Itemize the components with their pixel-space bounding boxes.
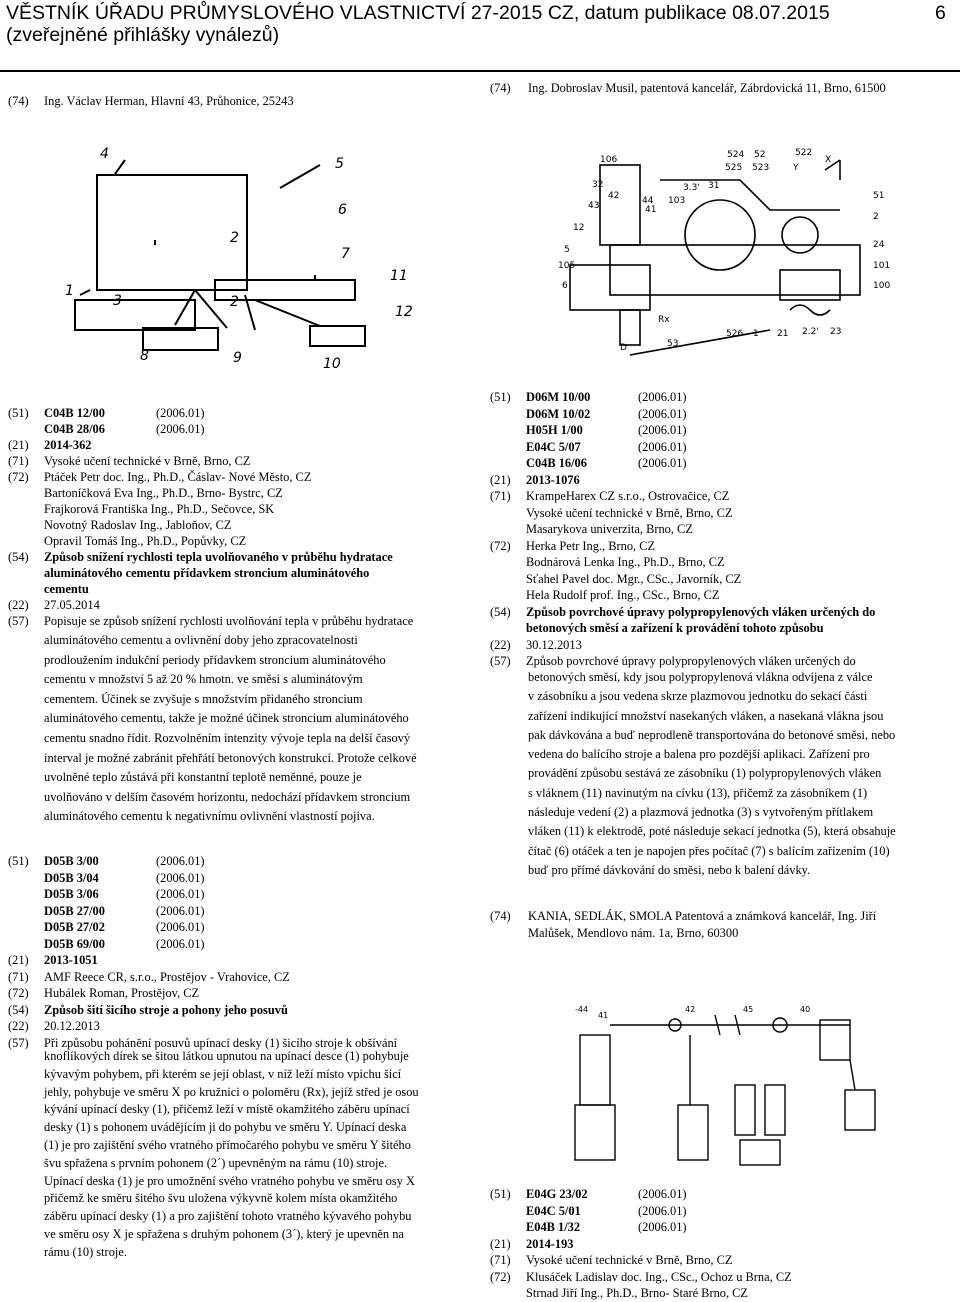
text-line: (2006.01) bbox=[156, 887, 205, 901]
text-line: Hela Rudolf prof. Ing., CSc., Brno, CZ bbox=[526, 588, 720, 602]
text-line: vedena do balícího stroje a balena pro pozdější aplikaci. Zařízení pro bbox=[528, 747, 870, 762]
text-line: Bodnárová Lenka Ing., Ph.D., Brno, CZ bbox=[526, 555, 725, 569]
text-line: Vysoké učení technické v Brně, Brno, CZ bbox=[526, 1253, 733, 1267]
text-line: Ptáček Petr doc. Ing., Ph.D., Čáslav- Nové Město, CZ bbox=[44, 470, 312, 484]
right-attorney bbox=[490, 80, 950, 96]
figure-label: 524 bbox=[727, 150, 745, 160]
text-line: 30.12.2013 bbox=[526, 637, 582, 652]
patent-entry-cement bbox=[8, 405, 468, 630]
text-line: (2006.01) bbox=[156, 903, 205, 918]
text-line: ve směru osy X je spřažena s druhým pohonem (3´), který je upevněn na bbox=[44, 1226, 404, 1241]
block-main bbox=[97, 175, 247, 290]
figure-label: 11 bbox=[390, 268, 408, 284]
text-line: D05B 3/00 bbox=[44, 854, 99, 868]
figure-label: 51 bbox=[873, 191, 885, 201]
figure-label: 100 bbox=[873, 281, 891, 291]
text-line: 2013-1076 bbox=[526, 472, 580, 487]
text-line: (2006.01) bbox=[638, 1220, 687, 1234]
figure-label: D bbox=[620, 343, 627, 353]
figure-label: 4 bbox=[100, 146, 109, 162]
text-line: Při způsobu pohánění posuvů upínací desky (1) šicího stroje k obšívání bbox=[44, 1035, 398, 1050]
header-rule bbox=[0, 70, 960, 72]
inid-code: (74) bbox=[490, 81, 511, 95]
inid-code: (72) bbox=[490, 1269, 511, 1284]
text-line: desky (1) s pohonem uvádějícím ji do pohybu ve směru Y. Upínací deska bbox=[44, 1120, 407, 1135]
text-line: H05H 1/00 bbox=[526, 423, 583, 437]
inid-code: (72) bbox=[8, 470, 29, 484]
text-line: D05B 27/00 bbox=[44, 903, 105, 918]
text-line: D06M 10/00 bbox=[526, 390, 591, 404]
inid-code: (72) bbox=[8, 986, 29, 1000]
figure-label: X bbox=[825, 155, 832, 165]
text-line: Novotný Radoslav Ing., Jabloňov, CZ bbox=[44, 518, 232, 532]
text-line: čítač (6) otáček a ten je napojen přes počítač (7) s balícím zařízením (10) bbox=[528, 843, 890, 858]
inid-code: (21) bbox=[490, 472, 511, 487]
figure-label: 52 bbox=[754, 150, 766, 160]
figure-label: 3.3' bbox=[683, 183, 700, 193]
text-line: 27.05.2014 bbox=[44, 598, 100, 612]
text-line: (1) je pro zajištění svého vratného přímočarého pohybu ve směru Y šitého bbox=[44, 1137, 411, 1152]
text-line: pak dávkována a buď neprodleně transportována do betonové směsi, nebo bbox=[528, 727, 896, 742]
text-line: C04B 28/06 bbox=[44, 422, 105, 436]
text-line: Malůšek, Mendlovo nám. 1a, Brno, 60300 bbox=[528, 926, 739, 940]
left-attorney bbox=[8, 93, 468, 109]
text-line: následuje vedení (2) a plazmová jednotka (3) s vytvořeným přítlakem bbox=[528, 805, 874, 820]
inid-code: (21) bbox=[490, 1236, 511, 1251]
inid-code: (22) bbox=[8, 598, 29, 612]
bulletin-header bbox=[6, 2, 830, 46]
page-number: 6 bbox=[935, 2, 946, 24]
inid-code: (51) bbox=[490, 390, 511, 404]
text-line: Bartoníčková Eva Ing., Ph.D., Brno- Bystrc, CZ bbox=[44, 486, 283, 500]
text-line: (2006.01) bbox=[156, 422, 205, 436]
text-line: E04C 5/07 bbox=[526, 439, 581, 454]
patent-entry-vut bbox=[490, 1186, 950, 1302]
text-line: v zásobníku a jsou vedena skrze plazmovou jednotku do sekací části bbox=[528, 689, 868, 704]
text-line: uvolňováno v delším časovém horizontu, nedochází přídavkem stroncium bbox=[44, 789, 411, 804]
text-line: záběru upínací desky (1) a pro zajištění tohoto vratného kývavého pohybu bbox=[44, 1209, 412, 1224]
text-line: (2006.01) bbox=[638, 1203, 687, 1218]
bulletin-subtitle: (zveřejněné přihlášky vynálezů) bbox=[6, 24, 280, 46]
inid-code: (71) bbox=[490, 1253, 511, 1267]
figure-label: 2 bbox=[873, 212, 879, 222]
text-line: cementu v množství 5 až 20 % hmotn. ve směsi s aluminátovým bbox=[44, 672, 363, 687]
text-line: Hubálek Roman, Prostějov, CZ bbox=[44, 986, 200, 1000]
inid-code: (57) bbox=[8, 1035, 29, 1050]
text-line: Způsob snížení rychlosti tepla uvolňovaného v průběhu hydratace bbox=[44, 550, 393, 564]
figure-label: 53 bbox=[667, 339, 679, 349]
text-line: kývavým pohybem, při kterém se její oblast, v níž leží místo vpichu šicí bbox=[44, 1066, 402, 1081]
text-line: Herka Petr Ing., Brno, CZ bbox=[526, 538, 656, 553]
figure-label: 101 bbox=[873, 261, 891, 271]
figure-label: 44 bbox=[642, 196, 654, 206]
figure-label: 6 bbox=[562, 281, 568, 291]
text-line: aluminátového cementu, takže je možné účinek stroncium aluminátového bbox=[44, 711, 409, 726]
text-line: 2014-362 bbox=[44, 438, 92, 452]
inid-code: (54) bbox=[8, 550, 29, 564]
attorney-fibres bbox=[490, 908, 950, 942]
figure-label: 6 bbox=[338, 202, 347, 218]
block-lower-mid bbox=[143, 328, 218, 350]
text-line: 2013-1051 bbox=[44, 953, 98, 967]
inid-code: (71) bbox=[8, 969, 29, 984]
inid-code: (54) bbox=[490, 604, 511, 619]
text-line: (2006.01) bbox=[156, 920, 205, 934]
text-line: Klusáček Ladislav doc. Ing., CSc., Ochoz u Brna, CZ bbox=[526, 1269, 792, 1284]
text-line: betonových směsí, kdy jsou polypropylenová vlákna odvíjena z válce bbox=[528, 670, 873, 684]
text-line: (2006.01) bbox=[638, 1187, 687, 1201]
figure-label: 7 bbox=[341, 246, 350, 262]
text-line: Způsob povrchové úpravy polypropylenových vláken určených do bbox=[526, 654, 856, 668]
inid-code: (57) bbox=[8, 614, 29, 628]
text-line: cementu snadno řídit. Rozvolněním intenzity vývoje tepla na delší časový bbox=[44, 730, 411, 745]
figure-label: Rx bbox=[658, 315, 670, 325]
text-line: kývání upínací desky (1), přičemž leží v místě okamžitého záběru upínací bbox=[44, 1102, 410, 1117]
text-line: (2006.01) bbox=[156, 870, 205, 885]
figure-label: 23 bbox=[830, 327, 842, 337]
text-line: (2006.01) bbox=[638, 423, 687, 437]
figure-label: 523 bbox=[752, 163, 770, 173]
inid-code: (21) bbox=[8, 438, 29, 452]
figure-label: 8 bbox=[140, 348, 149, 364]
bulletin-title: VĚSTNÍK ÚŘADU PRŮMYSLOVÉHO VLASTNICTVÍ 27-2015 CZ, datum publikace 08.07.2015 bbox=[6, 2, 830, 24]
text-line: E04C 5/01 bbox=[526, 1203, 581, 1218]
text-line: uvolněné teplo zůstává při konstantní teplotě neměnné, pouze je bbox=[44, 770, 362, 785]
text-line: D05B 3/06 bbox=[44, 887, 99, 901]
figure-label: 2.2' bbox=[802, 327, 819, 337]
figure-label: 2 bbox=[230, 230, 239, 246]
text-line: D05B 69/00 bbox=[44, 936, 105, 951]
figure-label: 106 bbox=[600, 155, 618, 165]
text-line: Popisuje se způsob snížení rychlosti uvolňování tepla v průběhu hydratace bbox=[44, 614, 414, 628]
text-line: zařízení indikující množství nasekaných vláken, a nasekaná vlákna jsou bbox=[528, 708, 884, 723]
figure-label: 105 bbox=[558, 261, 576, 271]
inid-code: (54) bbox=[8, 1002, 29, 1017]
inid-code: (74) bbox=[490, 909, 511, 923]
figure-label: 41 bbox=[645, 205, 657, 215]
figure-label: 41 bbox=[598, 1011, 609, 1020]
text-line: (2006.01) bbox=[638, 406, 687, 421]
abstract-sewing bbox=[44, 1048, 464, 1262]
text-line: interval je možné zabránit přehřátí betonových konstrukcí. Protože celkové bbox=[44, 750, 417, 765]
text-line: s vláknem (11) navinutým na cívku (13), přičemž za zásobníkem (1) bbox=[528, 785, 868, 800]
text-line: D05B 27/02 bbox=[44, 920, 105, 934]
text-line: Strnad Jiří Ing., Ph.D., Brno- Staré Brno, CZ bbox=[526, 1286, 748, 1300]
figure-label: 21 bbox=[777, 329, 789, 339]
block-bottom-left bbox=[75, 300, 195, 330]
text-line: (2006.01) bbox=[156, 406, 205, 420]
text-line: (2006.01) bbox=[156, 854, 205, 868]
text-line: Sťahel Pavel doc. Mgr., CSc., Javorník, CZ bbox=[526, 571, 742, 586]
figure-label: Y bbox=[793, 163, 799, 173]
text-line: Vysoké učení technické v Brně, Brno, CZ bbox=[526, 505, 733, 520]
figure-label: 9 bbox=[233, 350, 242, 366]
figure-label: 5 bbox=[335, 156, 344, 172]
text-line: jehly, pohybuje ve směru X po kružnici o poloměru (Rx), jejíž střed je osou bbox=[44, 1084, 419, 1099]
figure-label: -44 bbox=[575, 1005, 589, 1014]
text-line: Ing. Dobroslav Musil, patentová kancelář, Zábrdovická 11, Brno, 61500 bbox=[528, 81, 886, 95]
figure-label: 24 bbox=[873, 240, 885, 250]
figure-label: 10 bbox=[323, 356, 341, 372]
figure-label: 12 bbox=[395, 304, 413, 320]
text-line: 20.12.2013 bbox=[44, 1019, 100, 1033]
text-line: Způsob šití šicího stroje a pohony jeho posuvů bbox=[44, 1002, 288, 1017]
figure-label: 12 bbox=[573, 223, 585, 233]
text-line: švu spřažena s prvním pohonem (2´) upevněným na rámu (10) stroje. bbox=[44, 1155, 388, 1170]
block-lower-right bbox=[310, 326, 365, 346]
inid-code: (74) bbox=[8, 94, 29, 108]
block-diagram-figure bbox=[55, 140, 415, 375]
patent-entry-sewing bbox=[8, 853, 468, 1051]
text-line: 2014-193 bbox=[526, 1236, 574, 1251]
figure-label: 40 bbox=[800, 1005, 811, 1014]
inid-code: (22) bbox=[490, 637, 511, 652]
text-line: rámu (10) stroje. bbox=[44, 1244, 127, 1259]
text-line: přičemž ke směru šitého švu uložena výkyvně kolem místa okamžitého bbox=[44, 1191, 398, 1206]
figure-label: 526 bbox=[726, 329, 744, 339]
text-line: (2006.01) bbox=[638, 390, 687, 404]
figure-label: 45 bbox=[743, 1005, 754, 1014]
text-line: cementem. Účinek se zvyšuje s množstvím přidaného stroncium bbox=[44, 691, 363, 706]
inid-code: (71) bbox=[8, 454, 29, 468]
text-line: (2006.01) bbox=[638, 439, 687, 454]
inid-code: (72) bbox=[490, 538, 511, 553]
figure-label: 103 bbox=[668, 196, 686, 206]
inid-code: (21) bbox=[8, 953, 29, 967]
text-line: E04B 1/32 bbox=[526, 1220, 581, 1234]
figure-label: 42 bbox=[685, 1005, 696, 1014]
text-line: buď pro přímé dávkování do směsi, nebo k balení dávky. bbox=[528, 862, 811, 877]
figure-label: 31 bbox=[708, 181, 720, 191]
figure-label: 5 bbox=[564, 245, 570, 255]
text-line: Frajkorová Františka Ing., Ph.D., Sečovce, SK bbox=[44, 502, 275, 516]
figure-label: 3 bbox=[113, 293, 122, 309]
abstract-fibres bbox=[528, 668, 954, 880]
inid-code: (71) bbox=[490, 489, 511, 503]
figure-label: 2 bbox=[230, 294, 239, 310]
text-line: aluminátového cementu a ovlivnění doby jeho zpracovatelnosti bbox=[44, 633, 358, 647]
text-line: D06M 10/02 bbox=[526, 406, 591, 421]
inid-code: (51) bbox=[8, 854, 29, 868]
text-line: (2006.01) bbox=[156, 936, 205, 951]
patent-entry-fibres bbox=[490, 389, 950, 670]
text-line: C04B 12/00 bbox=[44, 406, 105, 420]
text-line: C04B 16/06 bbox=[526, 456, 587, 470]
figure-label: 42 bbox=[608, 191, 620, 201]
text-line: Opravil Tomáš Ing., Ph.D., Popůvky, CZ bbox=[44, 534, 247, 548]
inid-code: (57) bbox=[490, 654, 511, 668]
text-line: Ing. Václav Herman, Hlavní 43, Průhonice, 25243 bbox=[44, 94, 294, 108]
text-line: knoflíkových dírek se šitou látkou upnutou na upínací desce (1) pohybuje bbox=[44, 1049, 409, 1063]
fibre-device-figure bbox=[560, 990, 900, 1180]
sewing-machine-figure bbox=[540, 140, 900, 365]
text-line: betonových směsí a zařízení k provádění tohoto způsobu bbox=[526, 621, 824, 635]
text-line: provádění způsobu sestává ze zásobníku (1) polypropylenových vláken bbox=[528, 766, 882, 781]
inid-code: (51) bbox=[490, 1187, 511, 1201]
text-line: (2006.01) bbox=[638, 456, 687, 470]
figure-label: 522 bbox=[795, 148, 813, 158]
text-line: Masarykova univerzita, Brno, CZ bbox=[526, 522, 693, 536]
text-line: vláken (11) k elektrodě, poté následuje sekací jednotka (5), která obsahuje bbox=[528, 824, 896, 839]
text-line: D05B 3/04 bbox=[44, 870, 99, 885]
inid-code: (51) bbox=[8, 406, 29, 420]
text-line: Vysoké učení technické v Brně, Brno, CZ bbox=[44, 454, 251, 468]
figure-label: 43 bbox=[588, 201, 600, 211]
figure-label: 32 bbox=[592, 180, 604, 190]
text-line: Upínací deska (1) je pro umožnění svého vratného pohybu ve směru osy X bbox=[44, 1173, 415, 1188]
text-line: Způsob povrchové úpravy polypropylenových vláken určených do bbox=[526, 604, 876, 619]
figure-label: 525 bbox=[725, 163, 743, 173]
text-line: KANIA, SEDLÁK, SMOLA Patentová a známková kancelář, Ing. Jiří bbox=[528, 909, 877, 923]
figure-label: 1 bbox=[65, 283, 74, 299]
text-line: KrampeHarex CZ s.r.o., Ostrovačice, CZ bbox=[526, 489, 730, 503]
text-line: E04G 23/02 bbox=[526, 1187, 588, 1201]
figure-label: 1 bbox=[753, 329, 759, 339]
text-line: prodloužením indukční periody přídavkem stroncium aluminátového bbox=[44, 652, 386, 667]
text-line: aluminátového cementu k negativnímu ovlivnění vlastností pojiva. bbox=[44, 809, 375, 824]
text-line: AMF Reece CR, s.r.o., Prostějov - Vrahovice, CZ bbox=[44, 969, 290, 984]
text-line: cementu bbox=[44, 582, 89, 596]
inid-code: (22) bbox=[8, 1019, 29, 1033]
abstract-cement bbox=[44, 631, 464, 827]
text-line: aluminátového cementu přídavkem stroncium aluminátového bbox=[44, 566, 370, 580]
